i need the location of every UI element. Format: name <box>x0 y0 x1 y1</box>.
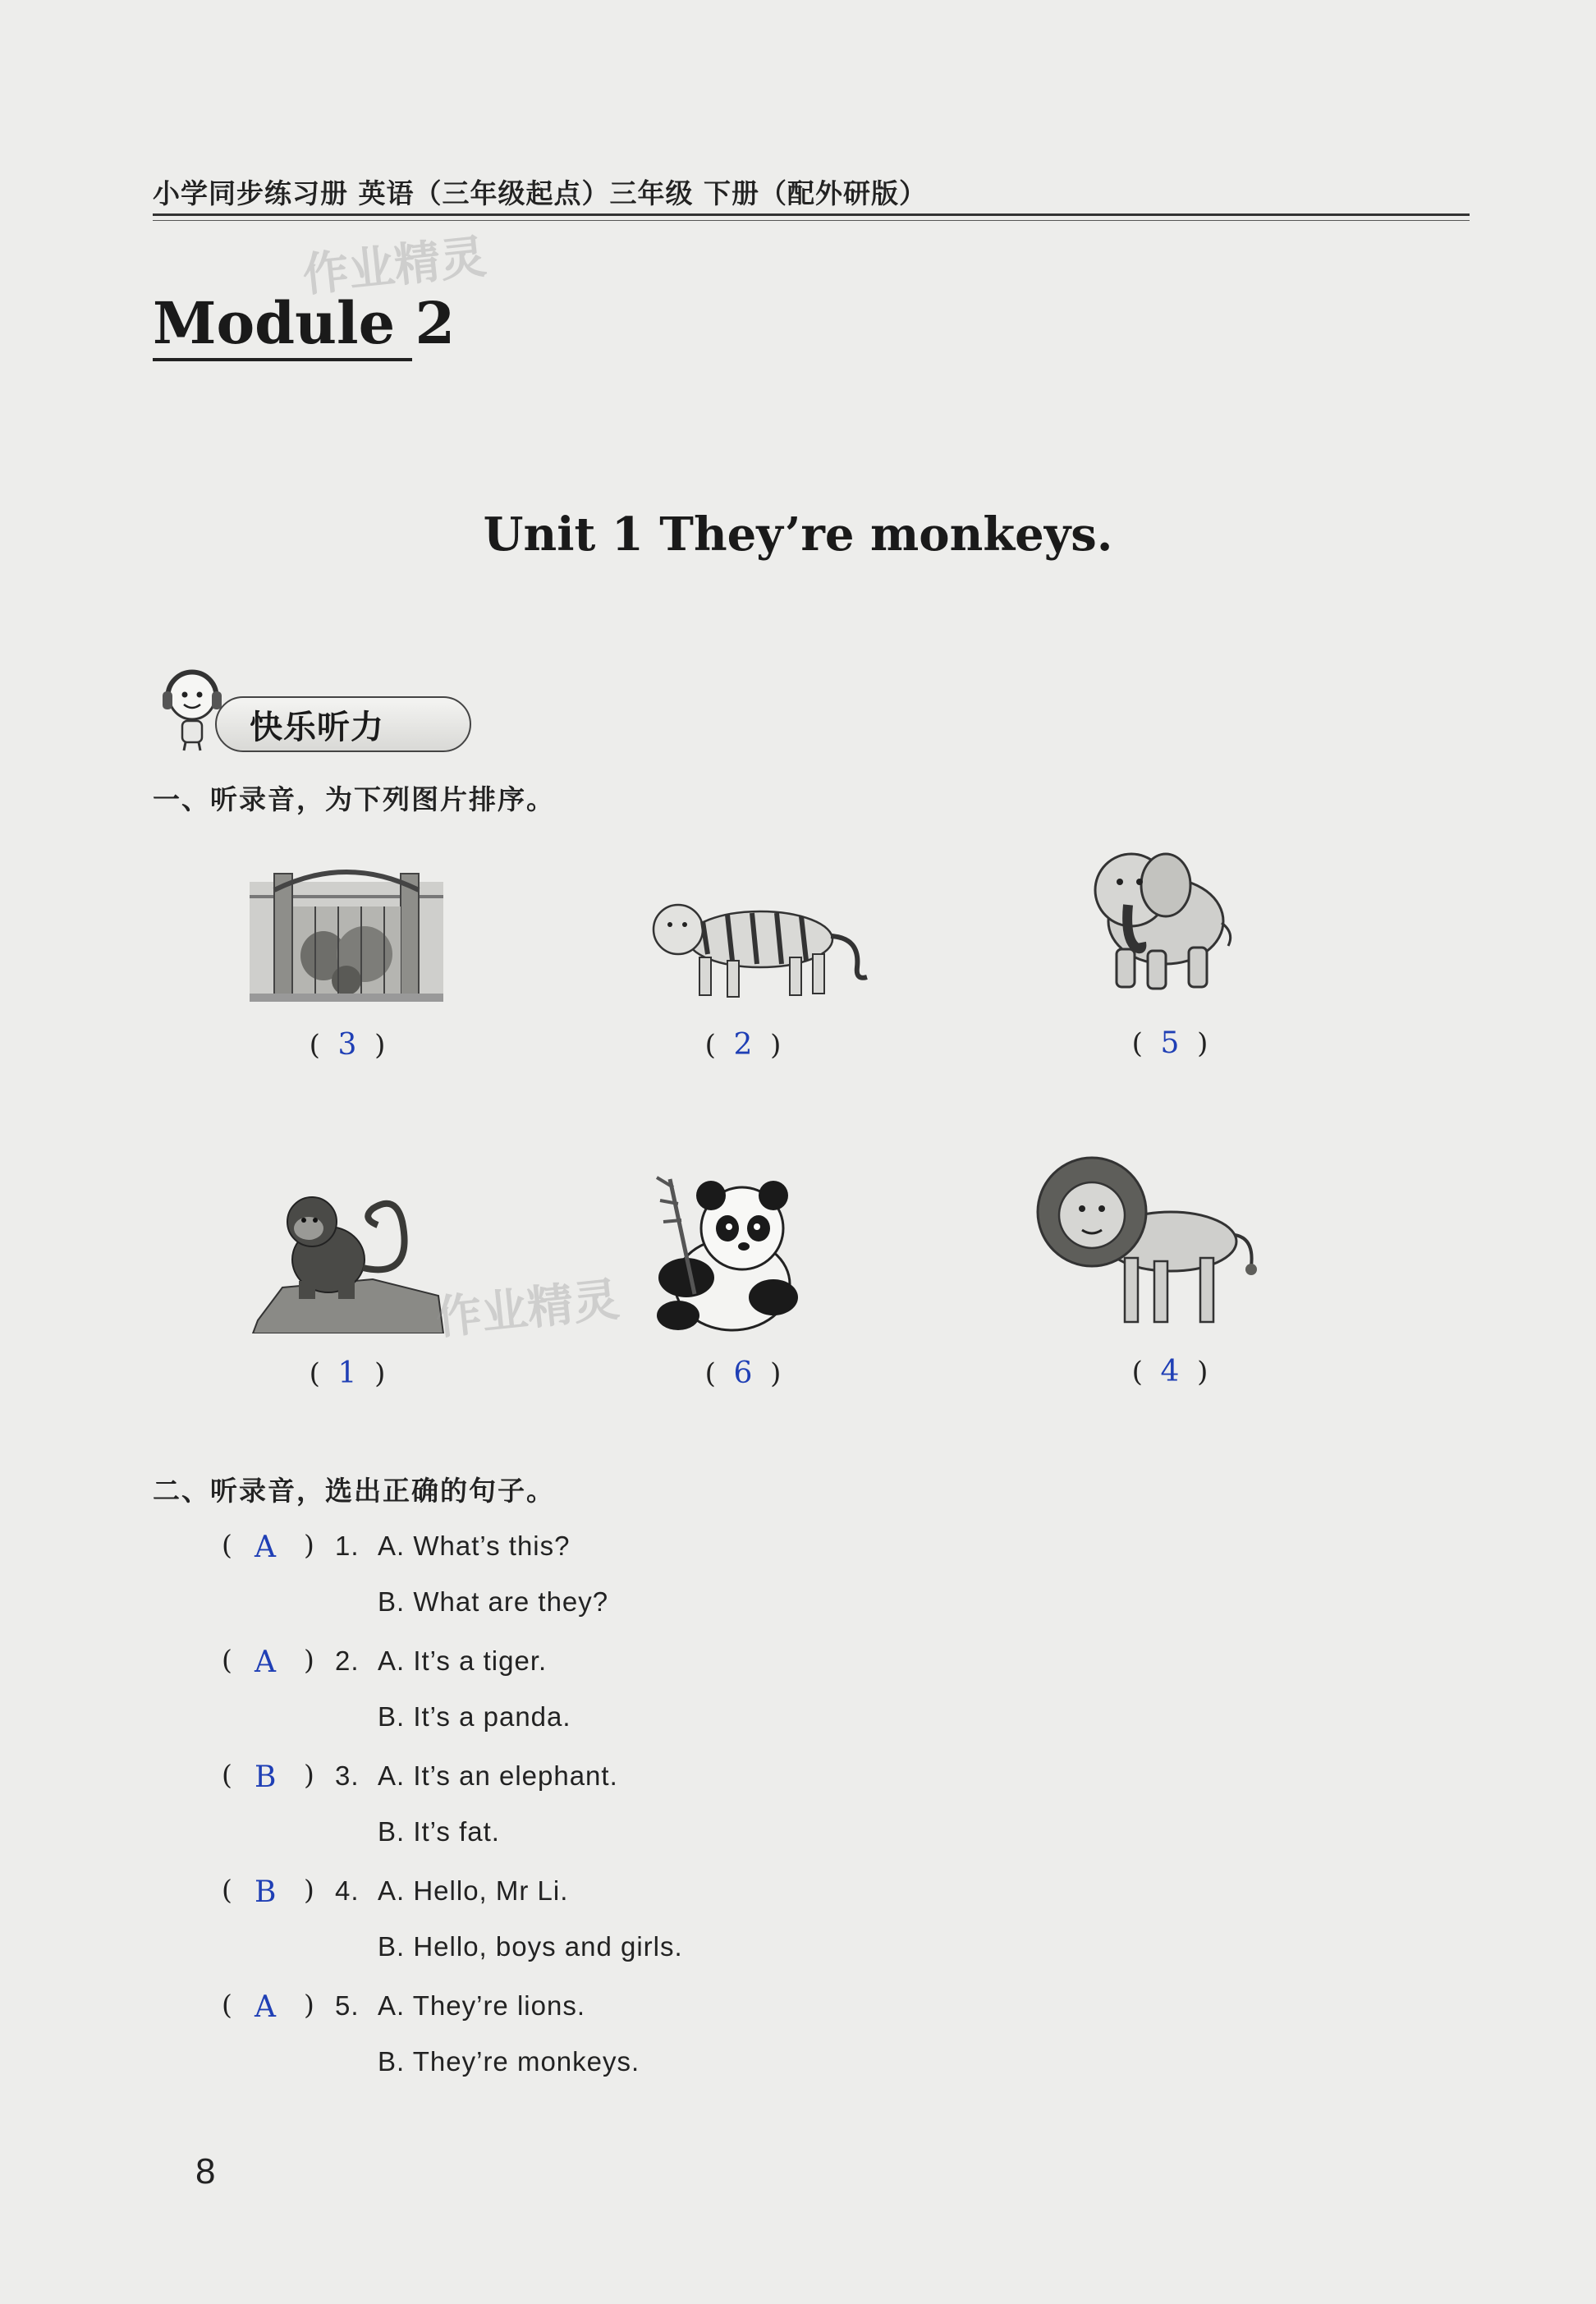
monkey-icon <box>250 1189 447 1333</box>
question-number: 4. <box>335 1875 360 1906</box>
answer-paren: ( <box>222 1874 232 1906</box>
watermark-top: 作业精灵 <box>300 230 489 303</box>
tiger-icon <box>645 888 872 1003</box>
option-a: A. They’re lions. <box>378 1990 585 2021</box>
answer-paren: ) <box>304 1644 314 1676</box>
answer-value: 2 <box>733 1028 753 1062</box>
answer-slot-1: ( 3 ) <box>309 1028 386 1062</box>
answer-slot-4: ( 1 ) <box>309 1356 386 1390</box>
answer-value: 1 <box>337 1356 357 1390</box>
answer-value: A <box>255 1645 276 1679</box>
question-number: 2. <box>335 1645 360 1676</box>
question-number: 1. <box>335 1531 360 1561</box>
answer-value: 4 <box>1160 1355 1180 1388</box>
answer-paren: ) <box>304 1874 314 1906</box>
answer-slot-6: ( 4 ) <box>1131 1355 1208 1388</box>
part2-title: 二、听录音，选出正确的句子。 <box>153 1475 555 1507</box>
answer-slot-5: ( 6 ) <box>704 1356 782 1390</box>
answer-value: B <box>255 1760 277 1794</box>
page-number: 8 <box>195 2151 216 2192</box>
section-banner-label: 快乐听力 <box>250 708 384 746</box>
answer-paren: ( <box>222 1529 232 1561</box>
part1-title: 一、听录音，为下列图片排序。 <box>153 783 555 815</box>
option-b: B. What are they? <box>378 1586 609 1617</box>
question-number: 5. <box>335 1990 360 2021</box>
answer-value: 6 <box>733 1356 753 1390</box>
answer-paren: ) <box>304 1989 314 2021</box>
option-a: A. Hello, Mr Li. <box>378 1875 569 1906</box>
answer-paren: ) <box>304 1759 314 1791</box>
lion-icon <box>1031 1143 1261 1329</box>
elephant-icon <box>1074 841 1235 995</box>
panda-icon <box>645 1171 801 1335</box>
section-banner <box>215 696 471 752</box>
unit-title: Unit 1 They’re monkeys. <box>483 507 1113 562</box>
option-b: B. It’s a panda. <box>378 1701 571 1732</box>
header-rule <box>153 213 1470 216</box>
watermark-middle: 作业精灵 <box>433 1273 622 1346</box>
answer-value: A <box>255 1531 276 1564</box>
answer-paren: ( <box>222 1644 232 1676</box>
answer-paren: ( <box>222 1989 232 2021</box>
answer-value: 5 <box>1160 1026 1180 1060</box>
answer-slot-2: ( 2 ) <box>704 1028 782 1062</box>
module-title: Module 2 <box>153 289 456 357</box>
answer-value: B <box>255 1875 277 1909</box>
option-a: A. It’s an elephant. <box>378 1760 618 1791</box>
answer-value: 3 <box>337 1028 357 1062</box>
answer-paren: ) <box>304 1529 314 1561</box>
module-underline <box>153 358 412 361</box>
option-b: B. Hello, boys and girls. <box>378 1931 683 1962</box>
option-a: A. It’s a tiger. <box>378 1645 548 1676</box>
answer-slot-3: ( 5 ) <box>1131 1026 1208 1060</box>
option-b: B. It’s fat. <box>378 1816 500 1847</box>
book-header-title: 小学同步练习册 英语（三年级起点）三年级 下册（配外研版） <box>153 177 927 209</box>
answer-paren: ( <box>222 1759 232 1791</box>
header-rule-thin <box>153 220 1470 221</box>
zoo-gate-icon <box>250 857 443 1002</box>
option-b: B. They’re monkeys. <box>378 2046 640 2077</box>
option-a: A. What’s this? <box>378 1531 571 1561</box>
answer-value: A <box>255 1990 276 2024</box>
question-number: 3. <box>335 1760 360 1791</box>
